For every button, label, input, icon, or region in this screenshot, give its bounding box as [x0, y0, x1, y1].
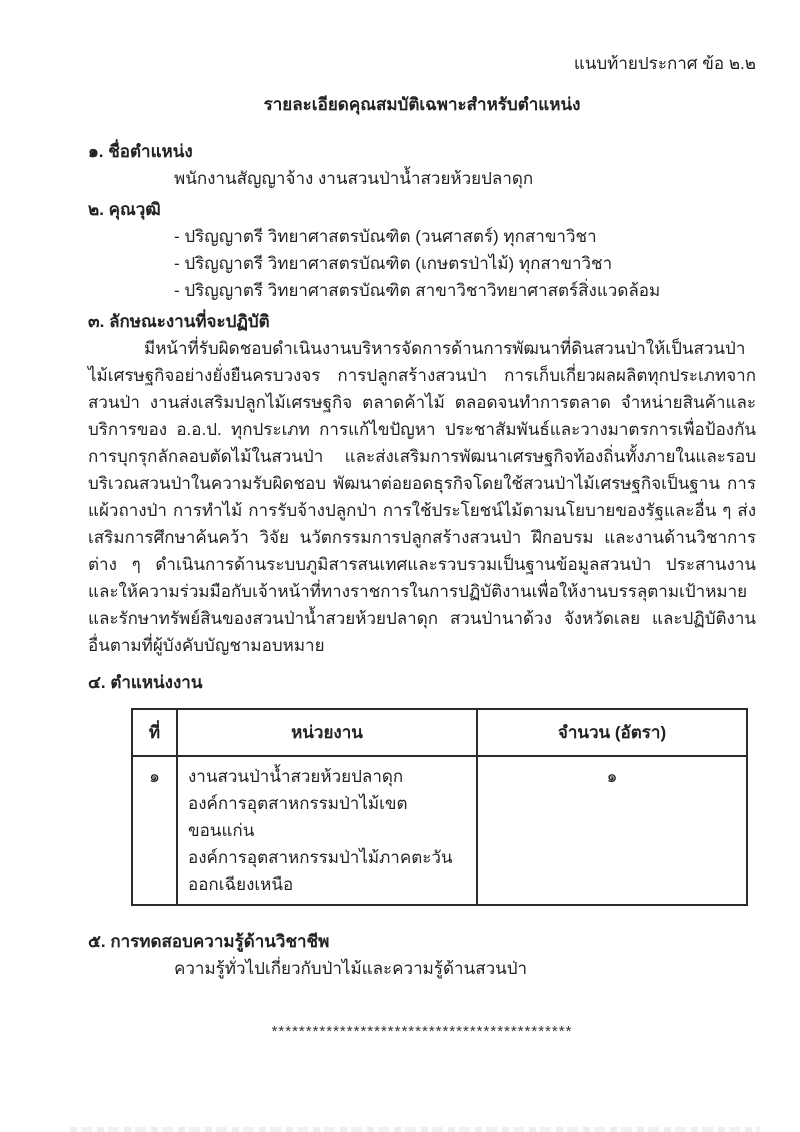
section-1-heading: ๑. ชื่อตำแหน่ง — [88, 142, 193, 161]
section-3-heading: ๓. ลักษณะงานที่จะปฏิบัติ — [88, 312, 270, 331]
unit-line: องค์การอุตสาหกรรมป่าไม้ภาคตะวันออกเฉียงเหนือ — [188, 848, 453, 894]
section-qualifications — [88, 196, 756, 304]
row-number-cell: ๑ — [132, 756, 177, 905]
positions-table-wrap — [131, 708, 756, 906]
asterisk-separator: ******************************************** — [271, 1023, 573, 1040]
next-page-text-cutoff — [70, 1127, 760, 1132]
section-5-content: ความรู้ทั่วไปเกี่ยวกับป่าไม้และความรู้ด้านสวนป่า — [174, 959, 528, 978]
section-job-description — [88, 308, 756, 659]
section-position-name — [88, 138, 756, 192]
table-header-no: ที่ — [132, 709, 177, 756]
section-4-heading: ๔. ตำแหน่งงาน — [88, 673, 203, 692]
job-description-paragraph: มีหน้าที่รับผิดชอบดำเนินงานบริหารจัดการด้านการพัฒนาที่ดินสวนป่าให้เป็นสวนป่าไม้เศรษฐกิจอย่างยั่งยืนครบวงจร การปลูกสร้างสวนป่า การเก็บเกี่ยวผลผลิตทุกประเภทจากสวนป่า งานส่งเสริมปลูกไม้เศรษฐกิจ ตลาดค้าไม้ ตลอดจนทำการตลาด จำหน่ายสินค้าและบริการของ อ.อ.ป. ทุกประเภท การแก้ไขปัญหา ประชาสัมพันธ์และวางมาตรการเพื่อป้องกันการบุกรุกลักลอบตัดไม้ในสวนป่า และส่งเสริมการพัฒนาเศรษฐกิจท้องถิ่นทั้งภายในและรอบบริเวณสวนป่าในความรับผิดชอบ พัฒนาต่อยอดธุรกิจโดยใช้สวนป่าไม้เศรษฐกิจเป็นฐาน การแผ้วถางป่า การทำไม้ การรับจ้างปลูกป่า การใช้ประโยชน์ไม้ตามนโยบายของรัฐและอื่น ๆ ส่งเสริมการศึกษาค้นคว้า วิจัย นวัตกรรมการปลูกสร้างสวนป่า ฝึกอบรม และงานด้านวิชาการต่าง ๆ ดำเนินการด้านระบบภูมิสารสนเทศและรวบรวมเป็นฐานข้อมูลสวนป่า ประสานงานและให้ความร่วมมือกับเจ้าหน้าที่ทางราชการในการปฏิบัติงานเพื่อให้งานบรรลุตามเป้าหมาย และรักษาทรัพย์สินของสวนป่าน้ำสวยห้วยปลาดุก สวนป่านาด้วง จังหวัดเลย และปฏิบัติงานอื่นตามที่ผู้บังคับบัญชามอบหมาย — [88, 339, 756, 655]
unit-line: งานสวนป่าน้ำสวยห้วยปลาดุก — [188, 767, 404, 786]
qualification-item: - ปริญญาตรี วิทยาศาสตรบัณฑิต สาขาวิชาวิทยาศาสตร์สิ่งแวดล้อม — [174, 281, 661, 300]
qualification-item: - ปริญญาตรี วิทยาศาสตรบัณฑิต (วนศาสตร์) ทุกสาขาวิชา — [174, 227, 597, 246]
count-cell: ๑ — [477, 756, 747, 905]
unit-line: องค์การอุตสาหกรรมป่าไม้เขตขอนแก่น — [188, 794, 408, 840]
table-header-count: จำนวน (อัตรา) — [477, 709, 747, 756]
unit-cell — [177, 756, 477, 905]
table-row — [132, 756, 747, 905]
corner-note: แนบท้ายประกาศ ข้อ ๒.๒ — [573, 54, 756, 73]
section-knowledge-test — [88, 928, 756, 982]
section-2-heading: ๒. คุณวุฒิ — [88, 200, 161, 219]
page-title: รายละเอียดคุณสมบัติเฉพาะสำหรับตำแหน่ง — [263, 95, 581, 114]
table-header-row — [132, 709, 747, 756]
qualification-item: - ปริญญาตรี วิทยาศาสตรบัณฑิต (เกษตรป่าไม้) ทุกสาขาวิชา — [174, 254, 613, 273]
positions-table — [131, 708, 748, 906]
table-header-unit: หน่วยงาน — [177, 709, 477, 756]
section-1-content: พนักงานสัญญาจ้าง งานสวนป่าน้ำสวยห้วยปลาดุก — [174, 169, 534, 188]
section-positions — [88, 669, 756, 906]
section-5-heading: ๕. การทดสอบความรู้ด้านวิชาชีพ — [88, 932, 330, 951]
